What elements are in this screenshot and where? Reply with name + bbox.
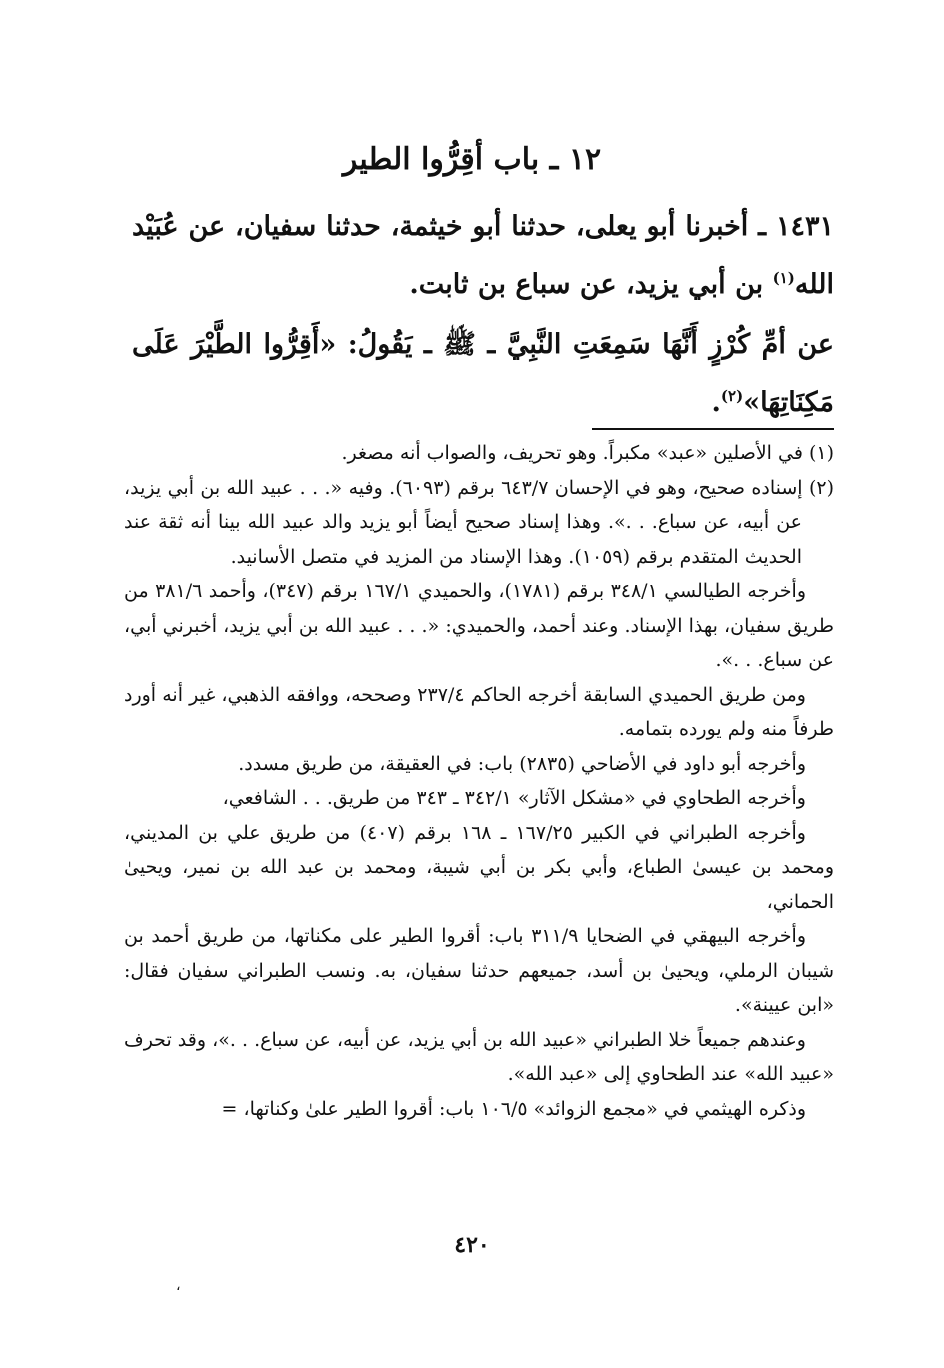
footnote-1: (١) في الأصلين «عبد» مكبراً. وهو تحريف، والصواب أنه مصغر. [341,442,834,464]
footnote-paragraph: وأخرجه الطيالسي ٣٤٨/١ برقم (١٧٨١)، والحميدي ١٦٧/١ برقم (٣٤٧)، وأحمد ٣٨١/٦ من طريق سفيان، بهذا الإسناد. وعند أحمد، والحميدي: «. . . عبيد الله بن أبي يزيد، أخبرني أبي، عن سباع. . .». [124,580,834,671]
footnote-paragraph: وأخرجه أبو داود في الأضاحي (٢٨٣٥) باب: في العقيقة، من طريق مسدد. [238,752,806,775]
footnote-2: (٢) إسناده صحيح، وهو في الإحسان ٦٤٣/٧ برقم (٦٠٩٣). وفيه «. . . عبيد الله بن أبي يزيد، عن أبيه، عن سباع. . .». وهذا إسناد صحيح أيضاً أبو يزيد والد عبيد الله بينا أنه ثقة عند الحديث المتقدم برقم (١٠٥٩). وهذا الإسناد من المزيد في متصل الأسانيد. [124,476,835,568]
isnad-text-end: بن أبي يزيد، عن سباع بن ثابت. [409,269,773,300]
page-number: ٤٢٠ [454,1232,490,1258]
footnote-ref-1: (١) [772,269,795,287]
footnote-ref-2: (٢) [720,387,744,405]
footnote-paragraph: وأخرجه الطحاوي في «مشكل الآثار» ٣٤٢/١ ـ ٣٤٣ من طريق. . . الشافعي، [222,787,806,809]
stray-mark: ، [176,1278,181,1294]
footnote-paragraph: وأخرجه البيهقي في الضحايا ٣١١/٩ باب: أقروا الطير على مكناتها، من طريق أحمد بن شيبان الرملي، ويحيىٰ بن أسد، جميعهم حدثنا سفيان، به. ونسب الطبراني سفيان فقال: «ابن عيينة». [124,925,834,1016]
footnote-paragraph: وأخرجه الطبراني في الكبير ١٦٧/٢٥ ـ ١٦٨ برقم (٤٠٧) من طريق علي بن المديني، ومحمد بن عيسىٰ الطباع، وأبي بكر بن أبي شيبة، ومحمد بن عبد الله بن نمير، ويحيىٰ الحماني، [124,821,834,913]
footnote-paragraph: ومن طريق الحميدي السابقة أخرجه الحاكم ٢٣٧/٤ وصححه، ووافقه الذهبي، غير أنه أورد طرفاً منه ولم يورده بتمامه. [124,683,834,740]
hadith-block [132,198,834,432]
chapter-title: ١٢ ـ باب أقِرُّوا الطير [342,142,602,177]
footnote-paragraph: وذكره الهيثمي في «مجمع الزوائد» ١٠٦/٥ باب: أقروا الطير علىٰ وكناتها، = [221,1097,806,1120]
hadith-isnad [132,198,834,314]
isnad-text: ١٤٣١ ـ أخبرنا أبو يعلى، حدثنا أبو خيثمة، حدثنا سفيان، عن عُبَيْد الله [132,211,834,300]
footnote-paragraph: وعندهم جميعاً خلا الطبراني «عبيد الله بن أبي يزيد، عن أبيه، عن سباع. . .»، وقد تحرف «عبيد الله» عند الطحاوي إلى «عبد الله». [124,1028,834,1085]
footnotes [124,436,834,1126]
matn-end: . [711,387,721,418]
footnote-separator [592,428,834,430]
hadith-matn [132,316,834,432]
matn-text: عن أمِّ كُرْزٍ أَنَّهَا سَمِعَتِ النَّبِيَّ ـ ﷺ ـ يَقُولُ: «أَقِرُّوا الطَّيْرَ عَلَى مَكِنَاتِهَا» [132,329,834,418]
